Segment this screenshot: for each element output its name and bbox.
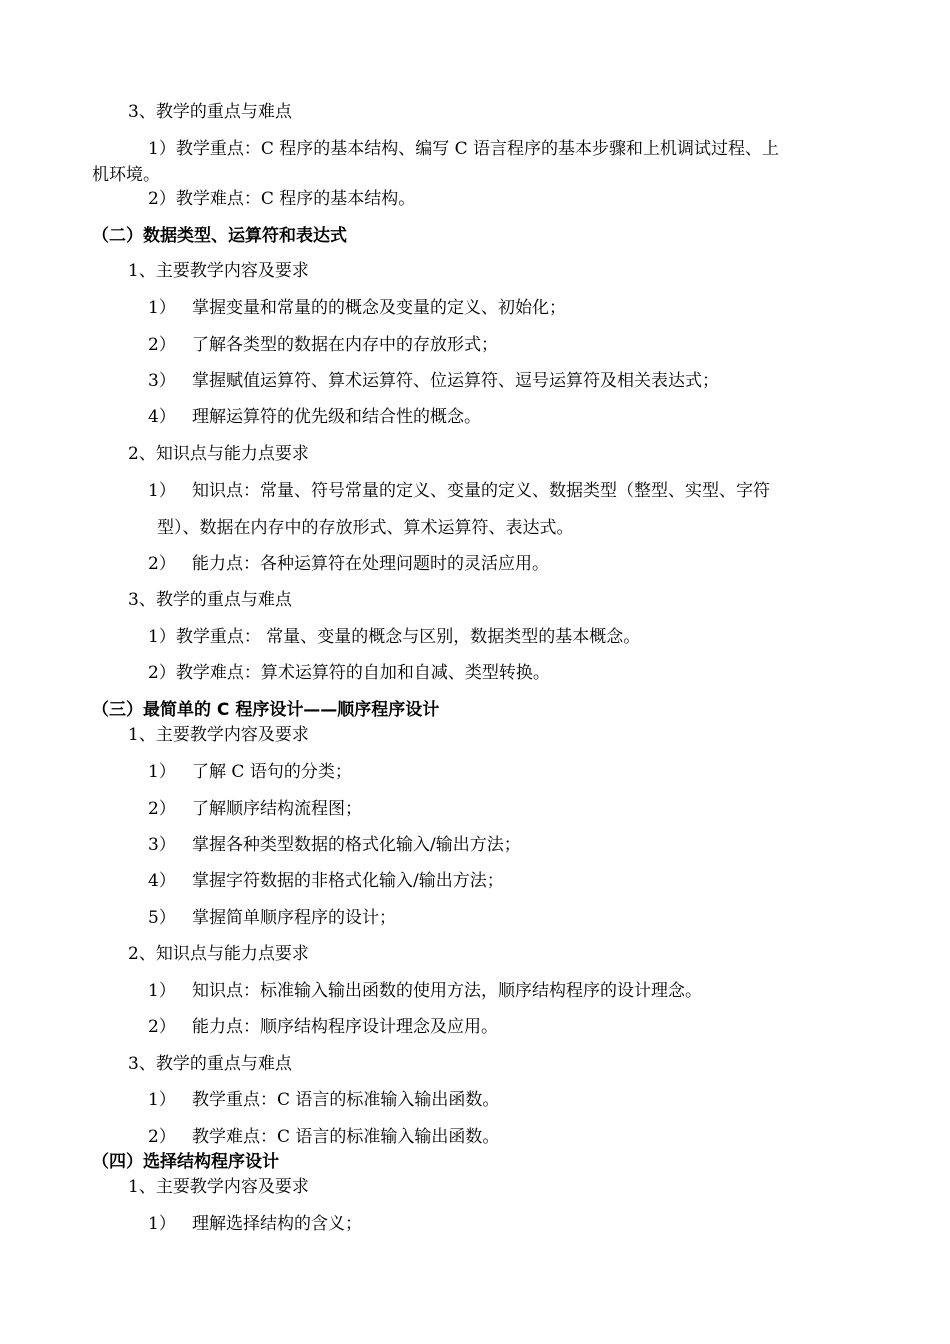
key-point-2: 2）教学难点：C 程序的基本结构。 xyxy=(148,189,416,209)
key-point-2: 2）教学难点：算术运算符的自加和自减、类型转换。 xyxy=(148,663,550,683)
subheading-knowledge: 2、知识点与能力点要求 xyxy=(128,444,309,464)
key-point-1-cont: 机环境。 xyxy=(92,165,160,185)
subheading-key-points: 3、教学的重点与难点 xyxy=(128,102,292,122)
key-point-1: 1）教学重点： 常量、变量的概念与区别，数据类型的基本概念。 xyxy=(148,627,641,647)
subheading-key-points: 3、教学的重点与难点 xyxy=(128,590,292,610)
subheading-content: 1、主要教学内容及要求 xyxy=(128,725,309,745)
subheading-content: 1、主要教学内容及要求 xyxy=(128,261,309,281)
subheading-key-points: 3、教学的重点与难点 xyxy=(128,1054,292,1074)
subheading-content: 1、主要教学内容及要求 xyxy=(128,1177,309,1197)
key-point-1: 1）教学重点：C 程序的基本结构、编写 C 语言程序的基本步骤和上机调试过程、上 xyxy=(148,139,780,159)
list-item-cont: 型）、数据在内存中的存放形式、算术运算符、表达式。 xyxy=(157,518,574,538)
section-heading-4: （四）选择结构程序设计 xyxy=(92,1152,279,1172)
subheading-knowledge: 2、知识点与能力点要求 xyxy=(128,944,309,964)
section-heading-2: （二）数据类型、运算符和表达式 xyxy=(92,226,347,246)
document-page: 3、教学的重点与难点 1）教学重点：C 程序的基本结构、编写 C 语言程序的基本步骤和上机调试过程、上 机环境。 2）教学难点：C 程序的基本结构。 （二）数据类型、运算符和表达式 1、主要教学内容及要求 1） 掌握变量和常量的的概念及变量的定义、初始化； 2） 了解各类型的数据在内存中的存放形式； 3） 掌握赋值运算符、算术运算符、位运算符、逗号运算符及相关表达式； 4） 理解运算符的优先级和结合性的概念。 2、知识点与能力点要求 1） 知识点：常量、符号常量的定义、变量的定义、数据类型（整型、实型、字符 型）、数据在内存中的存放形式、算术运算符、表达式。 2） 能力点：各种运算符在处理问题时的灵活应用。 3、教学的重点与难点 1）教学重点： 常量、变量的概念与区别，数据类型的基本概念。 2）教学难点：算术运算符的自加和自减、类型转换。 （三）最简单的 C 程序设计——顺序程序设计 1、主要教学内容及要求 1） 了解 C 语句的分类； 2） 了解顺序结构流程图； 3） 掌握各种类型数据的格式化输入/输出方法； 4） 掌握字符数据的非格式化输入/输出方法； 5） 掌握简单顺序程序的设计； 2、知识点与能力点要求 1） 知识点：标准输入输出函数的使用方法，顺序结构程序的设计理念。 2） 能力点：顺序结构程序设计理念及应用。 3、教学的重点与难点 1） 教学重点：C 语言的标准输入输出函数。 2） 教学难点：C 语言的标准输入输出函数。 （四）选择结构程序设计 1、主要教学内容及要求 1） 理解选择结构的含义； xyxy=(92,102,780,1234)
section-heading-3: （三）最简单的 C 程序设计——顺序程序设计 xyxy=(92,700,440,720)
